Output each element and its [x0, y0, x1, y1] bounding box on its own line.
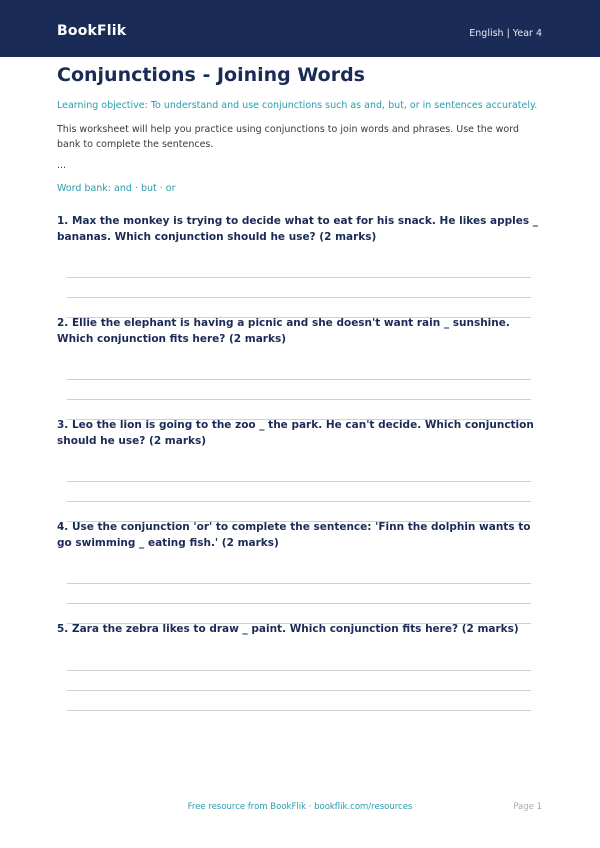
- answer-line[interactable]: [67, 501, 531, 502]
- answer-line[interactable]: [67, 603, 531, 604]
- page-number: Page 1: [513, 802, 542, 812]
- answer-line[interactable]: [67, 690, 531, 691]
- answer-line[interactable]: [67, 399, 531, 400]
- question-2: 2. Ellie the elephant is having a picnic and she doesn't want rain _ sunshine. Which conjunction fits here? (2 marks): [57, 317, 510, 345]
- question-3: 3. Leo the lion is going to the zoo _ the park. He can't decide. Which conjunction should he use? (2 marks): [57, 419, 534, 447]
- word-bank: Word bank: and · but · or: [57, 183, 176, 194]
- answer-line[interactable]: [67, 583, 531, 584]
- question-5: 5. Zara the zebra likes to draw _ paint. Which conjunction fits here? (2 marks): [57, 623, 519, 635]
- question-1: 1. Max the monkey is trying to decide what to eat for his snack. He likes apples _ bananas. Which conjunction should he use? (2 marks): [57, 215, 539, 243]
- learning-objective: Learning objective: To understand and use conjunctions such as and, but, or in sentences accurately.: [57, 100, 538, 111]
- page-title: Conjunctions - Joining Words: [57, 64, 365, 86]
- answer-line[interactable]: [67, 297, 531, 298]
- brand-logo: BookFlik: [57, 23, 127, 39]
- header-bar: [0, 0, 600, 57]
- ellipsis-text: ...: [57, 160, 67, 171]
- answer-line[interactable]: [67, 277, 531, 278]
- answer-line[interactable]: [67, 481, 531, 482]
- subject-year-label: English | Year 4: [469, 28, 542, 39]
- answer-line[interactable]: [67, 670, 531, 671]
- question-4: 4. Use the conjunction 'or' to complete the sentence: 'Finn the dolphin wants to go swimming _ eating fish.' (2 marks): [57, 521, 531, 549]
- answer-line[interactable]: [67, 379, 531, 380]
- intro-text: This worksheet will help you practice using conjunctions to join words and phrases. Use the word bank to complete the sentences.: [57, 124, 519, 150]
- footer-source: Free resource from BookFlik · bookflik.com/resources: [187, 802, 413, 812]
- answer-line[interactable]: [67, 710, 531, 711]
